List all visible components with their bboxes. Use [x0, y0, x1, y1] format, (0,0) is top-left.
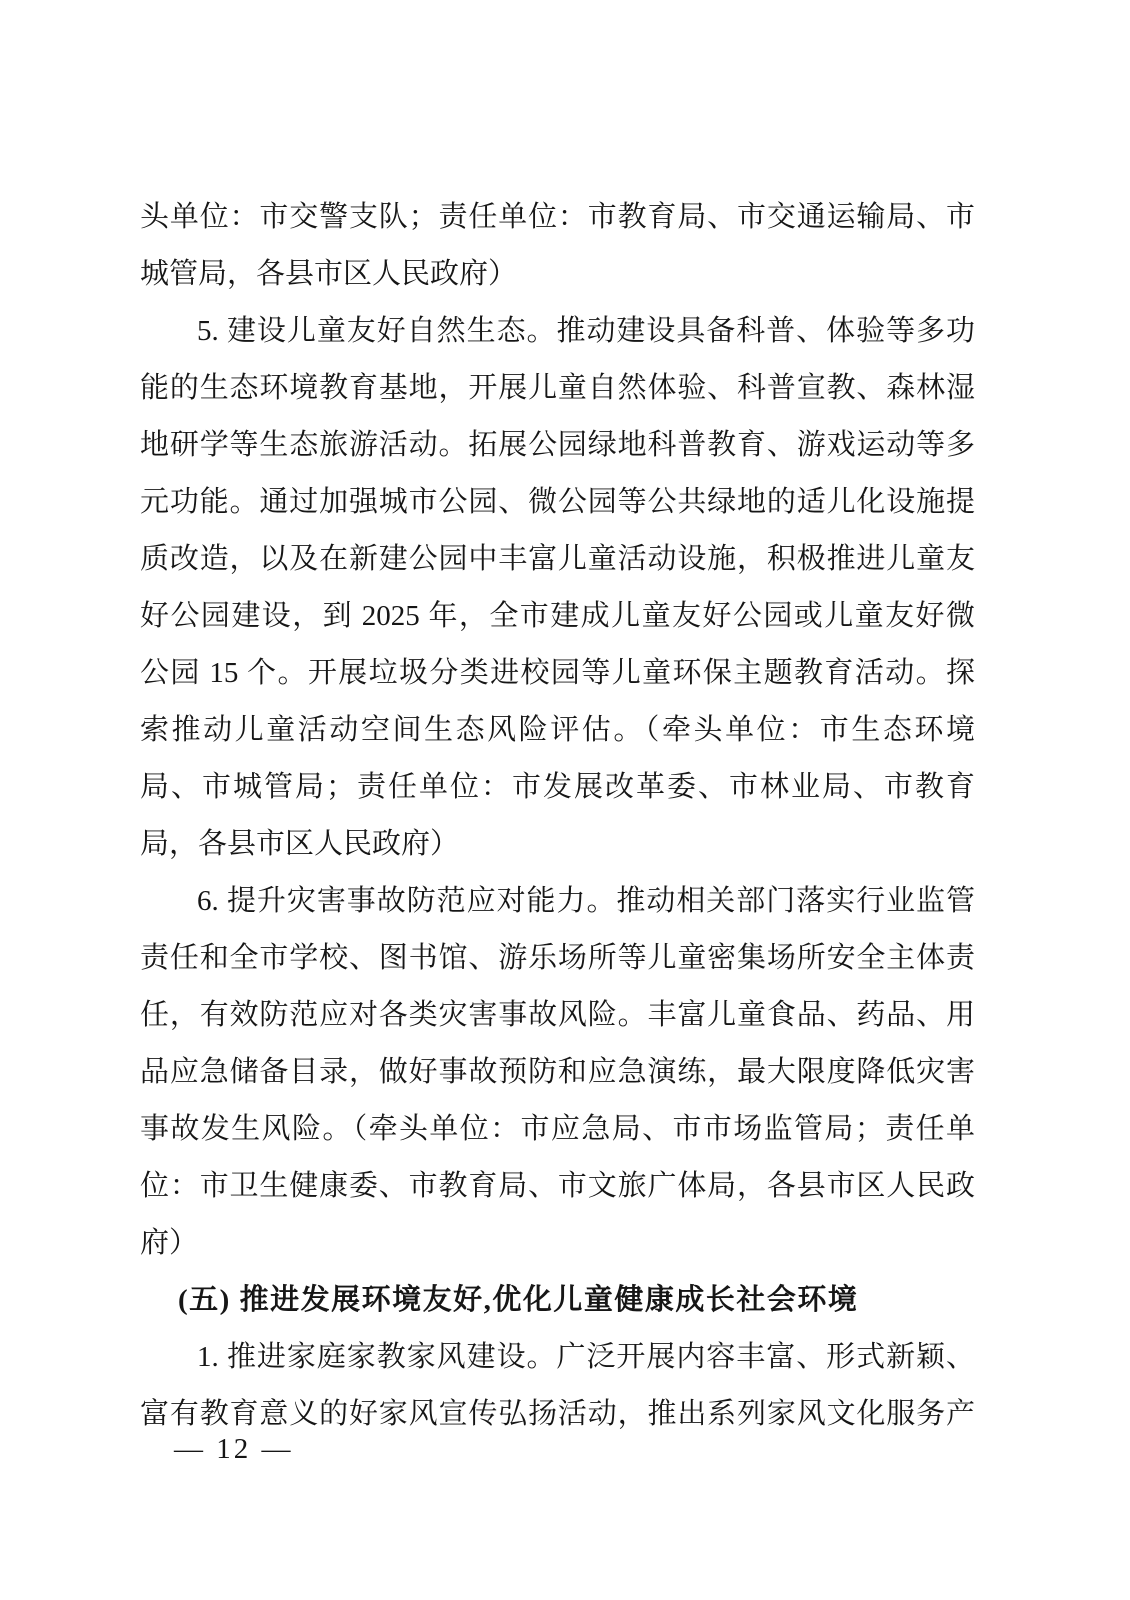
- paragraph-6-start: 6. 提升灾害事故防范应对能力。推动相关部门落实行业监管: [197, 885, 975, 917]
- section-heading: (五) 推进发展环境友好,优化儿童健康成长社会环境: [178, 1284, 859, 1316]
- body-line: 位：市卫生健康委、市教育局、市文旅广体局，各县市区人民政: [140, 1170, 975, 1202]
- paragraph-5-start: 5. 建设儿童友好自然生态。推动建设具备科普、体验等多功: [197, 315, 975, 347]
- body-line: 能的生态环境教育基地，开展儿童自然体验、科普宣教、森林湿: [140, 372, 975, 404]
- paragraph-1-start: 1. 推进家庭家教家风建设。广泛开展内容丰富、形式新颖、: [197, 1341, 975, 1373]
- body-line: 富有教育意义的好家风宣传弘扬活动，推出系列家风文化服务产: [140, 1398, 975, 1430]
- body-line: 好公园建设，到 2025 年，全市建成儿童友好公园或儿童友好微: [140, 600, 975, 632]
- body-line: 地研学等生态旅游活动。拓展公园绿地科普教育、游戏运动等多: [140, 429, 975, 461]
- body-line: 质改造，以及在新建公园中丰富儿童活动设施，积极推进儿童友: [140, 543, 975, 575]
- body-line: 事故发生风险。（牵头单位：市应急局、市市场监管局；责任单: [140, 1113, 975, 1145]
- body-line: 公园 15 个。开展垃圾分类进校园等儿童环保主题教育活动。探: [140, 657, 975, 689]
- body-line: 品应急储备目录，做好事故预防和应急演练，最大限度降低灾害: [140, 1056, 975, 1088]
- body-line: 城管局，各县市区人民政府）: [140, 258, 518, 290]
- body-line: 局，各县市区人民政府）: [140, 828, 460, 860]
- document-body: [140, 189, 975, 1443]
- body-line: 头单位：市交警支队；责任单位：市教育局、市交通运输局、市: [140, 201, 975, 233]
- page-number: — 12 —: [174, 1433, 294, 1465]
- body-line: 局、市城管局；责任单位：市发展改革委、市林业局、市教育: [140, 771, 975, 803]
- body-line: 责任和全市学校、图书馆、游乐场所等儿童密集场所安全主体责: [140, 942, 975, 974]
- body-line: 府）: [140, 1227, 199, 1259]
- body-line: 元功能。通过加强城市公园、微公园等公共绿地的适儿化设施提: [140, 486, 975, 518]
- body-line: 任，有效防范应对各类灾害事故风险。丰富儿童食品、药品、用: [140, 999, 975, 1031]
- body-line: 索推动儿童活动空间生态风险评估。（牵头单位：市生态环境: [140, 714, 975, 746]
